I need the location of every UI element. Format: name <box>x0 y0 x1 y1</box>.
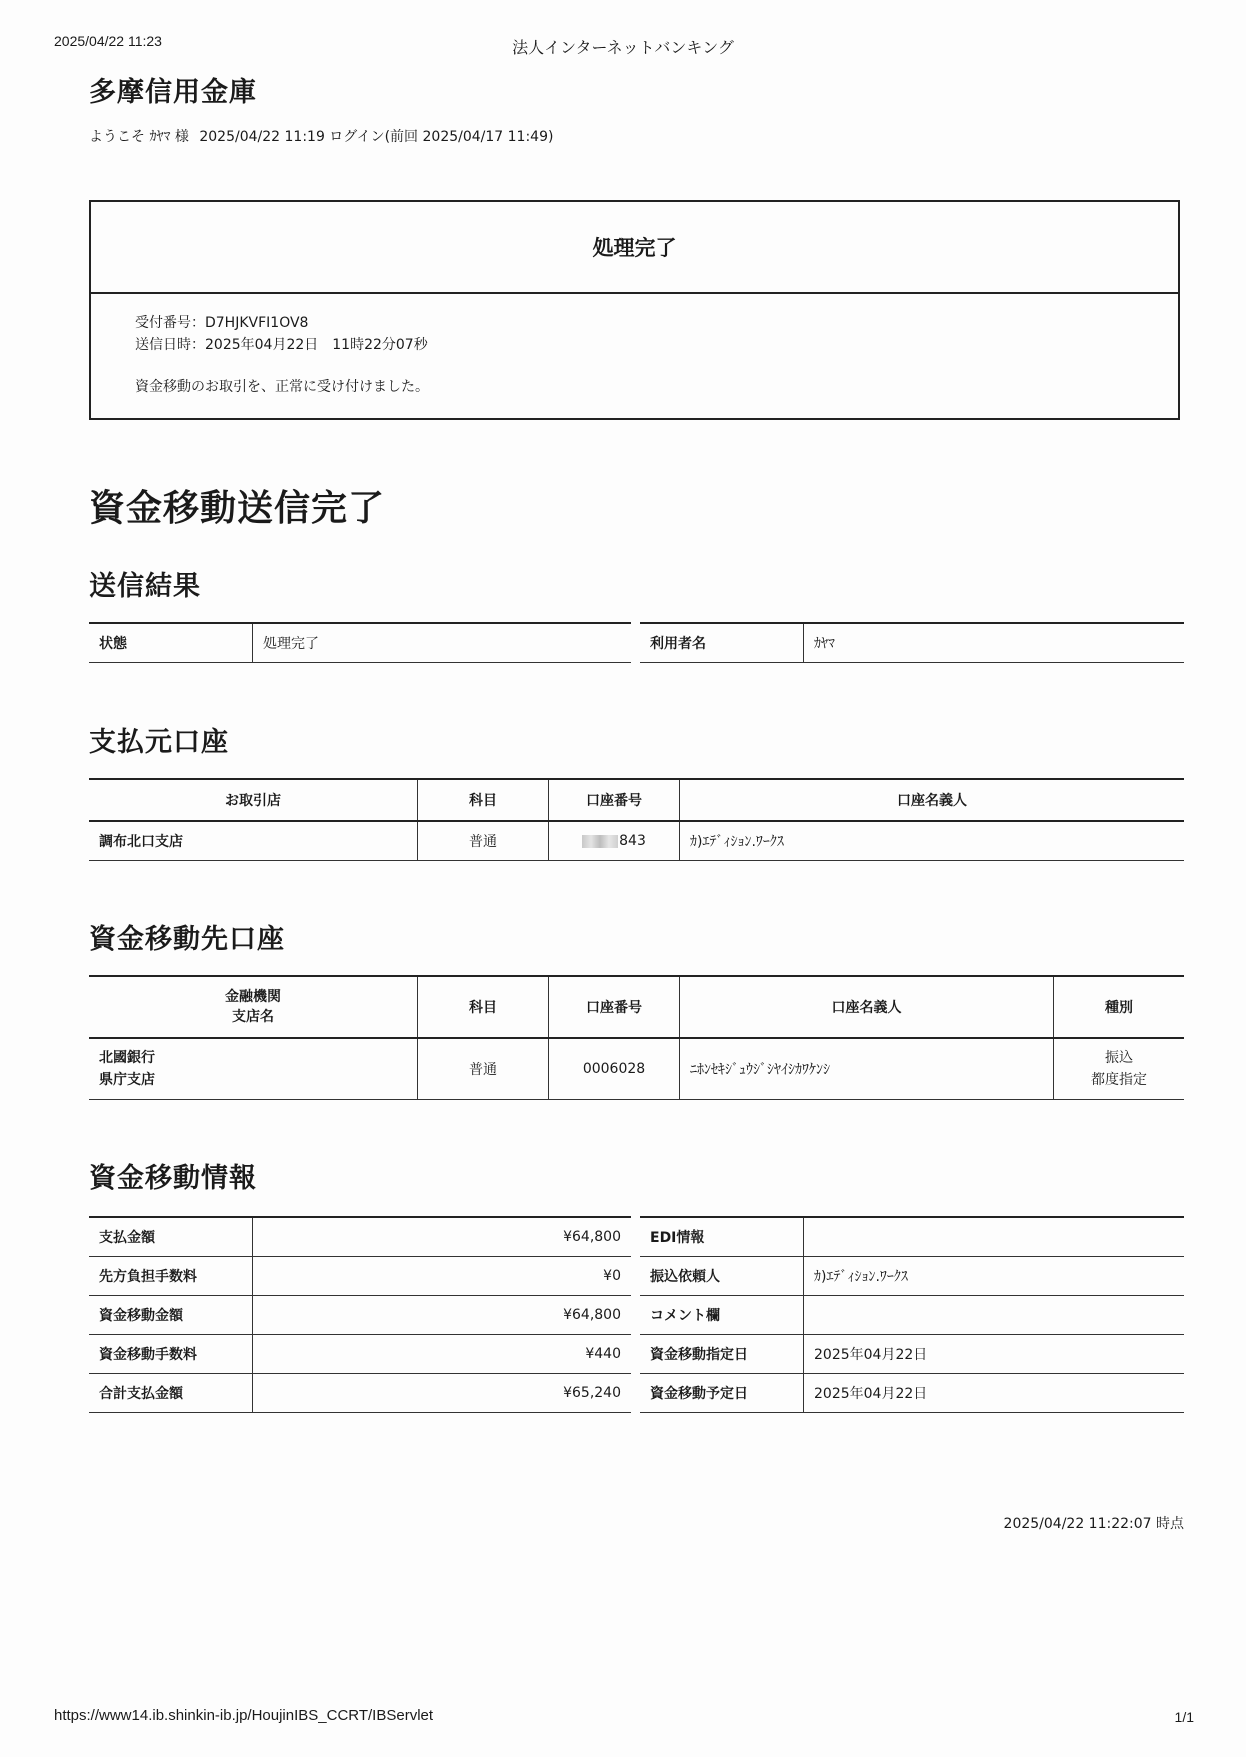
source-account-number <box>549 821 680 861</box>
user-label: 利用者名 <box>640 623 804 663</box>
dest-bank-branch <box>89 1038 418 1100</box>
info-label: 資金移動手数料 <box>89 1335 253 1374</box>
col-branch-label: 支店名 <box>232 1009 274 1025</box>
source-branch: 調布北口支店 <box>89 821 418 861</box>
table-row <box>89 1374 631 1413</box>
info-value <box>804 1296 1185 1335</box>
print-header-title: 法人インターネットバンキング <box>512 38 734 57</box>
table-row <box>89 821 1184 861</box>
welcome-line <box>89 126 559 146</box>
status-box <box>89 200 1180 420</box>
dest-kind-designation: 都度指定 <box>1091 1072 1147 1088</box>
table-row <box>640 623 1184 663</box>
table-row <box>640 1217 1184 1257</box>
status-message: 資金移動のお取引を、正常に受け付けました。 <box>135 379 429 395</box>
info-detail-table <box>640 1216 1184 1413</box>
status-label: 状態 <box>89 623 253 663</box>
table-header-row <box>89 779 1184 821</box>
table-row <box>640 1257 1184 1296</box>
col-holder: 口座名義人 <box>680 976 1054 1038</box>
info-value: 2025年04月22日 <box>804 1374 1185 1413</box>
col-branch: お取引店 <box>89 779 418 821</box>
info-value: ¥64,800 <box>253 1217 632 1257</box>
receipt-number: 受付番号：D7HJKVFI1OV8 <box>135 315 309 331</box>
masked-digits <box>582 835 618 848</box>
info-value: ¥64,800 <box>253 1296 632 1335</box>
info-label: 資金移動金額 <box>89 1296 253 1335</box>
info-label: コメント欄 <box>640 1296 804 1335</box>
table-header-row <box>89 976 1184 1038</box>
dest-type: 普通 <box>418 1038 549 1100</box>
table-row <box>89 1217 631 1257</box>
dest-holder: ﾆﾎﾝｾｷｼﾞｭｳｼﾞｼﾔｲｼｶﾜｹﾝｼ <box>680 1038 1054 1100</box>
welcome-greeting: ようこそ ｶﾔﾏ 様 <box>89 129 189 145</box>
col-type: 科目 <box>418 976 549 1038</box>
info-value <box>804 1217 1185 1257</box>
dest-account-number: 0006028 <box>549 1038 680 1100</box>
source-type: 普通 <box>418 821 549 861</box>
info-label: 資金移動指定日 <box>640 1335 804 1374</box>
info-label: EDI情報 <box>640 1217 804 1257</box>
info-value: ¥0 <box>253 1257 632 1296</box>
login-info: 2025/04/22 11:19 ログイン(前回 2025/04/17 11:49) <box>199 129 554 145</box>
snapshot-time: 2025/04/22 11:22:07 時点 <box>1003 1516 1184 1532</box>
status-box-title: 処理完了 <box>91 202 1178 294</box>
source-heading: 支払元口座 <box>89 727 229 758</box>
col-account: 口座番号 <box>549 779 680 821</box>
footer-url: https://www14.ib.shinkin-ib.jp/HoujinIBS_CCRT/IBServlet <box>54 1707 434 1724</box>
user-value: ｶﾔﾏ <box>804 623 1185 663</box>
col-holder: 口座名義人 <box>680 779 1185 821</box>
table-row <box>640 1296 1184 1335</box>
result-status-table <box>89 622 631 663</box>
footer-page-number: 1/1 <box>1174 1709 1194 1725</box>
dest-kind-transfer: 振込 <box>1105 1050 1133 1066</box>
info-value: ¥440 <box>253 1335 632 1374</box>
dest-kind <box>1054 1038 1185 1100</box>
dest-branch: 県庁支店 <box>99 1072 155 1088</box>
info-label: 合計支払金額 <box>89 1374 253 1413</box>
bank-name: 多摩信用金庫 <box>89 77 257 108</box>
print-datetime: 2025/04/22 11:23 <box>54 33 162 49</box>
col-kind: 種別 <box>1054 976 1185 1038</box>
info-label: 振込依頼人 <box>640 1257 804 1296</box>
info-value: ¥65,240 <box>253 1374 632 1413</box>
info-amount-table <box>89 1216 631 1413</box>
info-heading: 資金移動情報 <box>89 1163 257 1194</box>
info-label: 支払金額 <box>89 1217 253 1257</box>
table-row <box>89 1296 631 1335</box>
status-box-body <box>91 294 1178 398</box>
col-bank-label: 金融機関 <box>225 989 281 1005</box>
col-account: 口座番号 <box>549 976 680 1038</box>
table-row <box>640 1374 1184 1413</box>
source-account-table <box>89 778 1184 861</box>
info-value: ｶ)ｴﾃﾞｨｼｮﾝ.ﾜｰｸｽ <box>804 1257 1185 1296</box>
table-row <box>640 1335 1184 1374</box>
table-row <box>89 1257 631 1296</box>
dest-account-table <box>89 975 1184 1100</box>
table-row <box>89 623 631 663</box>
dest-heading: 資金移動先口座 <box>89 924 285 955</box>
account-tail: 843 <box>619 833 646 849</box>
col-bank-branch <box>89 976 418 1038</box>
page-title: 資金移動送信完了 <box>89 488 386 529</box>
result-user-table <box>640 622 1184 663</box>
source-holder: ｶ)ｴﾃﾞｨｼｮﾝ.ﾜｰｸｽ <box>680 821 1185 861</box>
dest-bank: 北國銀行 <box>99 1050 155 1066</box>
status-value: 処理完了 <box>253 623 632 663</box>
info-value: 2025年04月22日 <box>804 1335 1185 1374</box>
sent-datetime: 送信日時：2025年04月22日 11時22分07秒 <box>135 337 428 353</box>
info-label: 資金移動予定日 <box>640 1374 804 1413</box>
table-row <box>89 1335 631 1374</box>
col-type: 科目 <box>418 779 549 821</box>
info-label: 先方負担手数料 <box>89 1257 253 1296</box>
result-heading: 送信結果 <box>89 571 201 602</box>
table-row <box>89 1038 1184 1100</box>
